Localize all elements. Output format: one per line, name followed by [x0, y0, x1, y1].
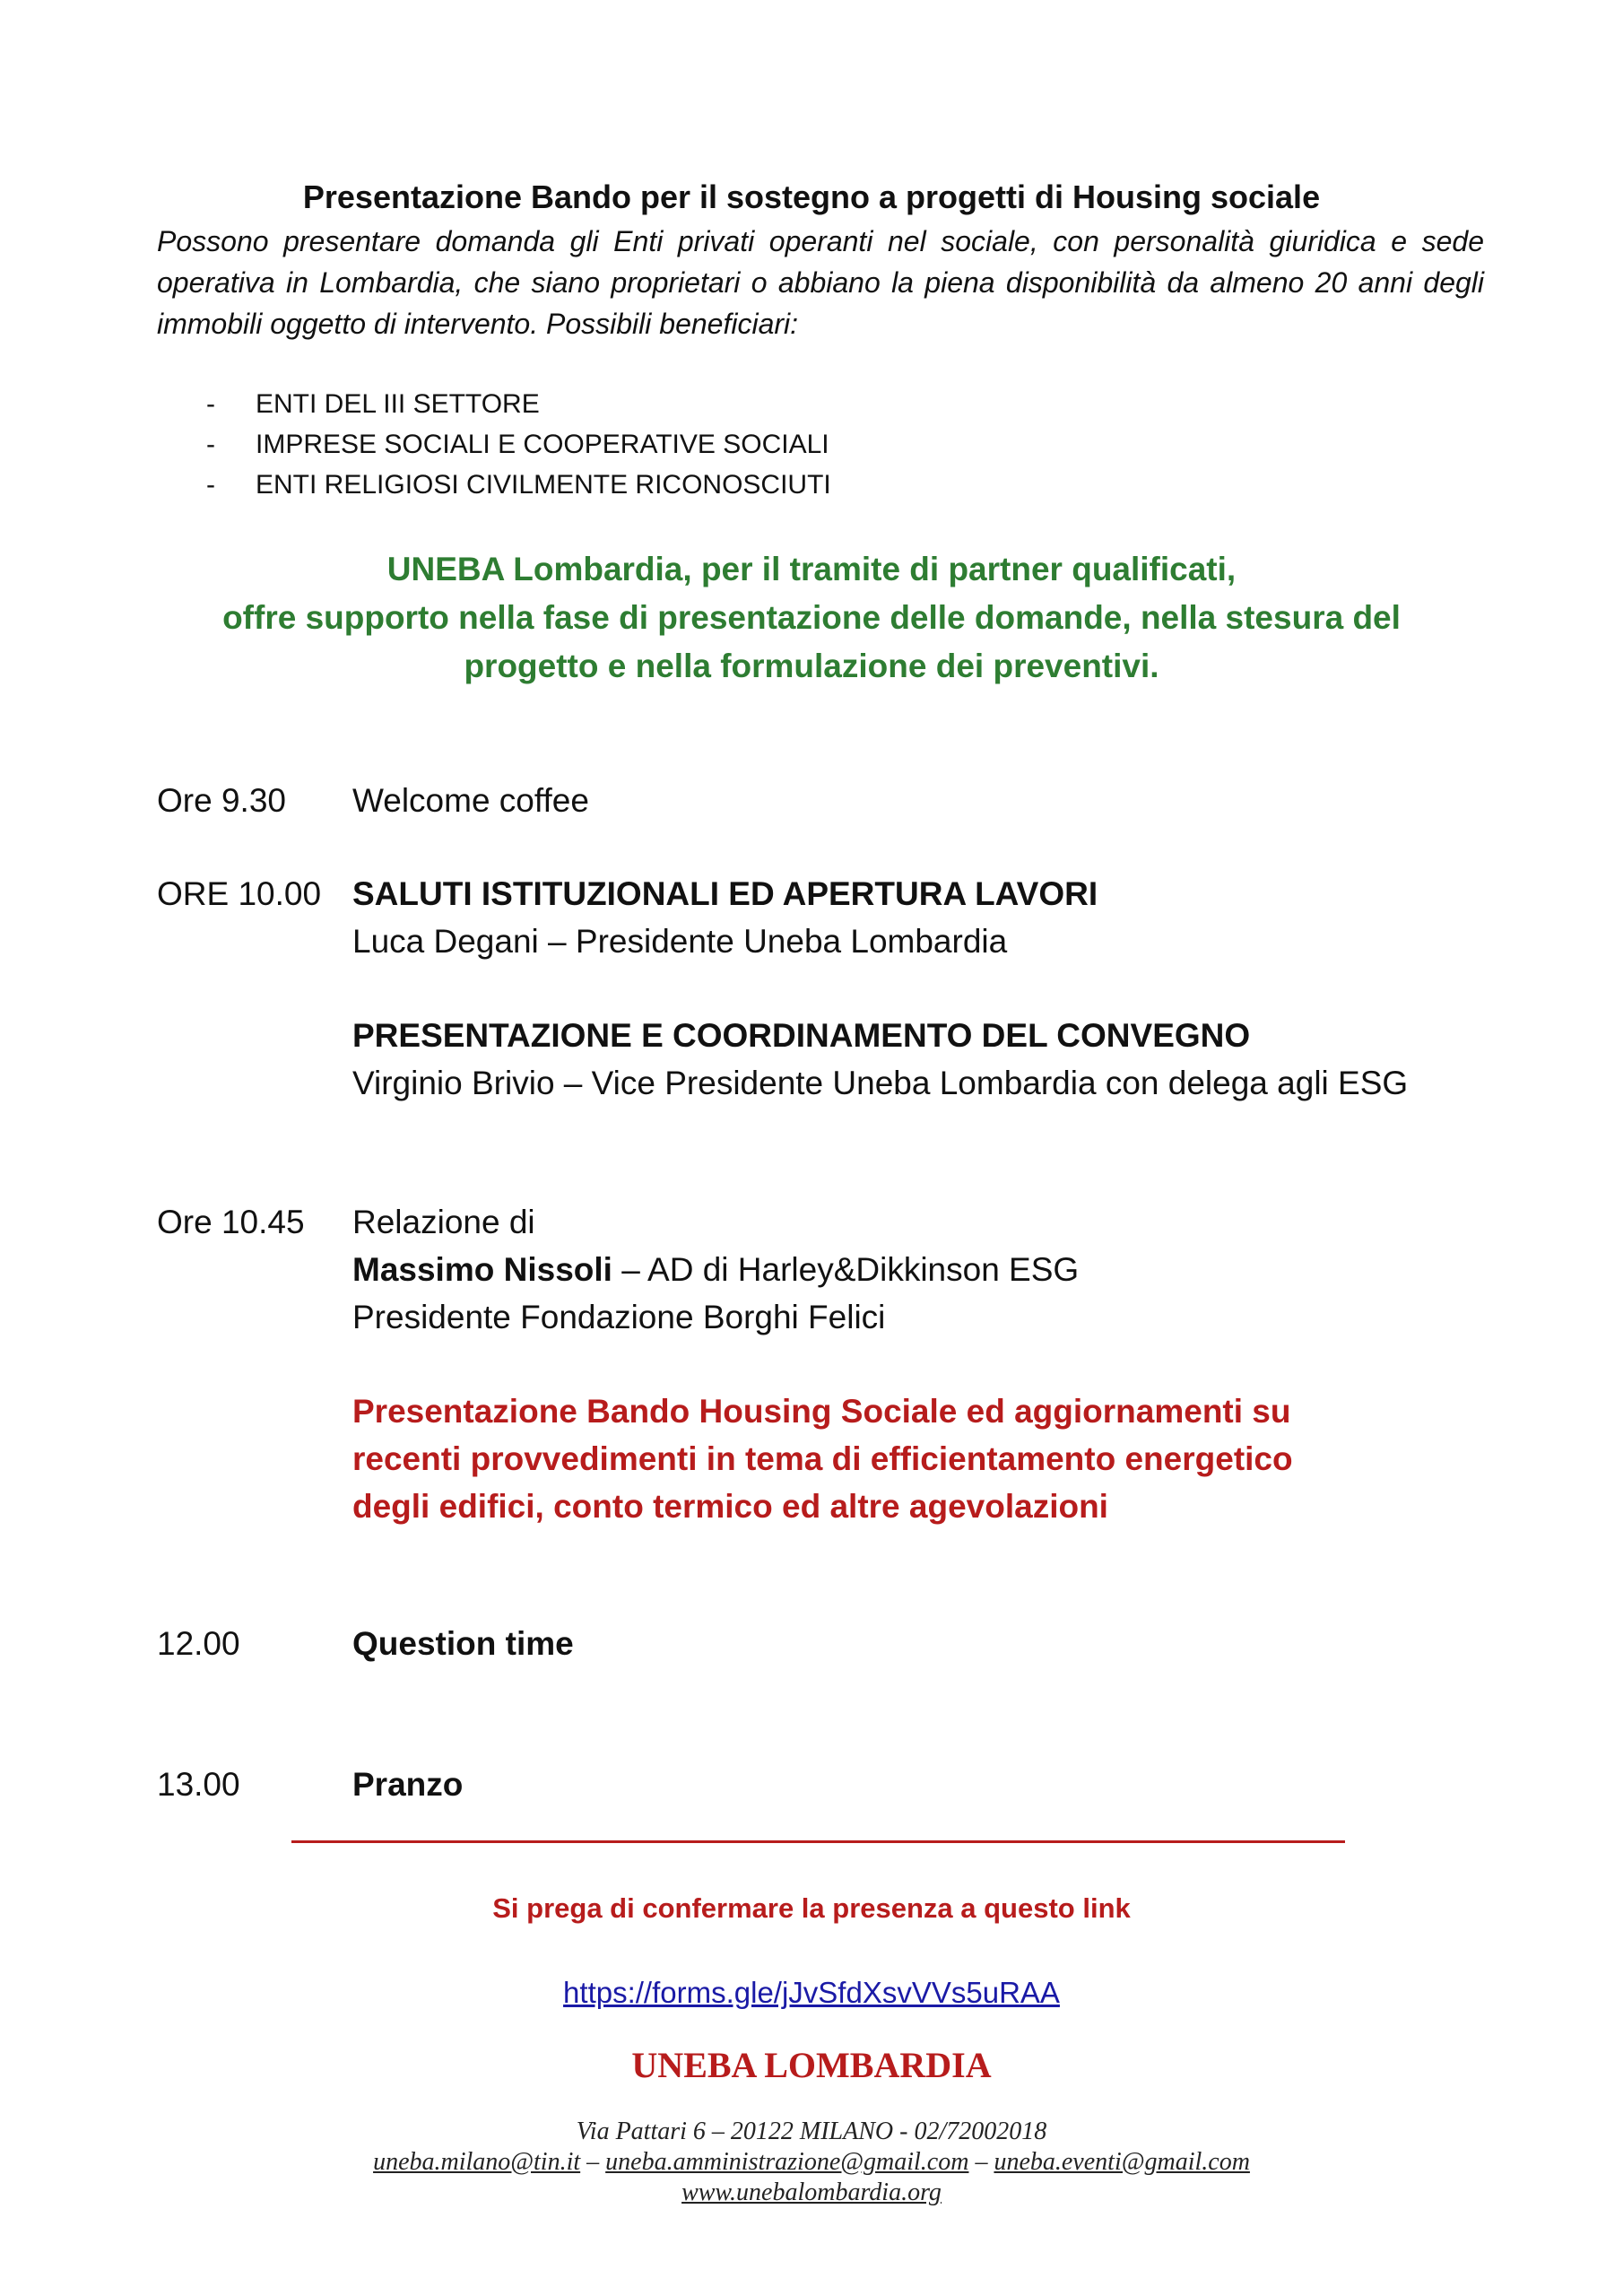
list-item — [157, 424, 831, 465]
contact-block — [0, 2117, 1623, 2208]
agenda-speaker-role: Presidente Fondazione Borghi Felici — [352, 1299, 886, 1335]
agenda-time: Ore 10.45 — [157, 1204, 305, 1240]
list-dash: - — [206, 430, 215, 459]
agenda-topic: recenti provvedimenti in tema di efficientamento energetico — [352, 1440, 1293, 1477]
email-link[interactable]: uneba.milano@tin.it — [373, 2148, 581, 2176]
intro-paragraph: Possono presentare domanda gli Enti privati operanti nel sociale, con personalità giuridica e sede operativa in Lombardia, che siano proprietari o abbiano la piena disponibilità da almeno 20 anni degli immobili oggetto di intervento. Possibili beneficiari: — [157, 225, 1484, 340]
list-item-text: ENTI RELIGIOSI CIVILMENTE RICONOSCIUTI — [256, 470, 831, 500]
email-row — [0, 2147, 1623, 2178]
beneficiaries-list — [157, 384, 831, 505]
agenda-time: ORE 10.00 — [157, 875, 322, 912]
page-title: Presentazione Bando per il sostegno a progetti di Housing sociale — [302, 178, 1321, 215]
agenda-topic: Presentazione Bando Housing Sociale ed aggiornamenti su — [352, 1393, 1291, 1430]
agenda-speaker: Virginio Brivio – Vice Presidente Uneba Lombardia con delega agli ESG — [352, 1065, 1409, 1101]
organization-name: UNEBA LOMBARDIA — [631, 2045, 992, 2085]
list-item-text: ENTI DEL III SETTORE — [256, 389, 540, 419]
address: Via Pattari 6 – 20122 MILANO - 02/72002018 — [576, 2118, 1047, 2145]
agenda-heading: SALUTI ISTITUZIONALI ED APERTURA LAVORI — [352, 875, 1098, 912]
website-link[interactable]: www.unebalombardia.org — [681, 2179, 942, 2206]
email-link[interactable]: uneba.amministrazione@gmail.com — [605, 2148, 969, 2176]
list-item-text: IMPRESE SOCIALI E COOPERATIVE SOCIALI — [256, 430, 829, 459]
agenda-text: Question time — [352, 1625, 574, 1662]
registration-link-row — [0, 1973, 1623, 2013]
list-item — [157, 384, 831, 424]
support-line: UNEBA Lombardia, per il tramite di partner qualificati, — [386, 551, 1237, 587]
support-line: offre supporto nella fase di presentazione delle domande, nella stesura del — [222, 599, 1401, 636]
separator: – — [580, 2148, 606, 2176]
agenda-speaker: Luca Degani – Presidente Uneba Lombardia — [352, 923, 1008, 960]
email-link[interactable]: uneba.eventi@gmail.com — [994, 2148, 1250, 2176]
list-dash: - — [206, 470, 215, 500]
agenda-heading: PRESENTAZIONE E COORDINAMENTO DEL CONVEGNO — [352, 1017, 1251, 1054]
list-item — [157, 465, 831, 505]
divider — [291, 1840, 1345, 1843]
agenda-text: Welcome coffee — [352, 782, 589, 819]
agenda-time: Ore 9.30 — [157, 782, 286, 819]
confirm-text: Si prega di confermare la presenza a questo link — [492, 1892, 1131, 1924]
agenda-text: Relazione di — [352, 1204, 535, 1240]
agenda-topic: degli edifici, conto termico ed altre agevolazioni — [352, 1488, 1108, 1525]
list-dash: - — [206, 389, 215, 419]
agenda-time: 13.00 — [157, 1766, 240, 1803]
support-line: progetto e nella formulazione dei preventivi. — [464, 648, 1159, 684]
agenda-time: 12.00 — [157, 1625, 240, 1662]
registration-link[interactable]: https://forms.gle/jJvSfdXsvVVs5uRAA — [563, 1976, 1060, 2009]
agenda-speaker — [352, 1246, 1500, 1293]
agenda-text: Pranzo — [352, 1766, 464, 1803]
speaker-role: – AD di Harley&Dikkinson ESG — [612, 1251, 1080, 1288]
separator: – — [968, 2148, 994, 2176]
support-statement — [0, 545, 1623, 691]
speaker-name: Massimo Nissoli — [352, 1251, 612, 1288]
